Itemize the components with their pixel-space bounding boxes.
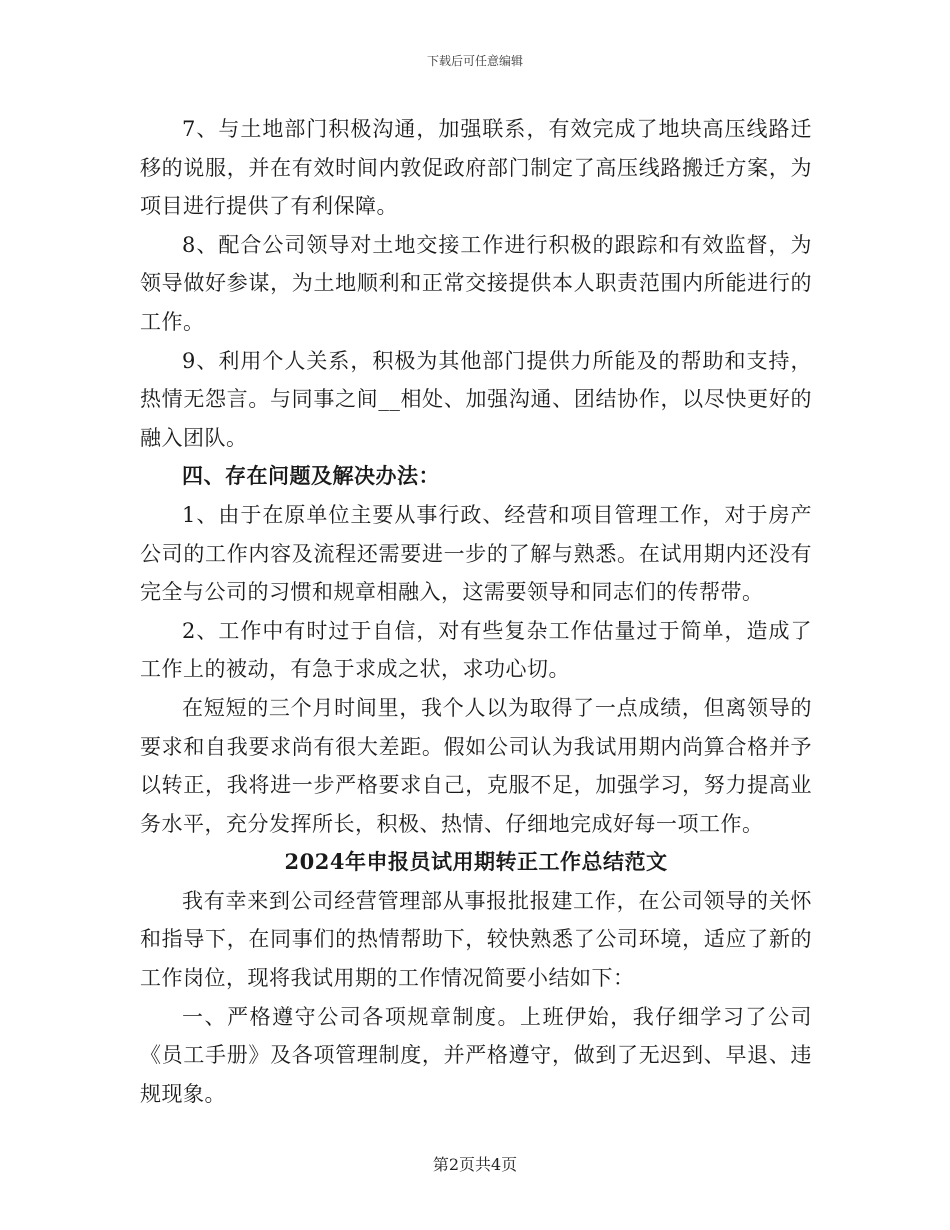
section-heading-problems: 四、存在问题及解决办法：: [182, 463, 440, 489]
paragraph-intro: 我有幸来到公司经营管理部从事报批报建工作，在公司领导的关怀和指导下，在同事们的热情帮助下，较快熟悉了公司环境，适应了新的工作岗位，现将我试用期的工作情况简要小结如下：: [140, 888, 812, 991]
paragraph-conclusion: 在短短的三个月时间里，我个人以为取得了一点成绩，但离领导的要求和自我要求尚有很大差距。假如公司认为我试用期内尚算合格并予以转正，我将进一步严格要求自己，克服不足，加强学习，努力提高业务水平，充分发挥所长，积极、热情、仔细地完成好每一项工作。: [140, 695, 812, 836]
paragraph-rules: 一、严格遵守公司各项规章制度。上班伊始，我仔细学习了公司《员工手册》及各项管理制度，并严格遵守，做到了无迟到、早退、违规现象。: [140, 1004, 812, 1106]
document-body: [140, 110, 812, 1113]
page-header: 下载后可任意编辑: [426, 54, 523, 68]
document-title-2024: 2024年申报员试用期转正工作总结范文: [284, 849, 668, 875]
paragraph-item-9: 9、利用个人关系，积极为其他部门提供力所能及的帮助和支持，热情无怨言。与同事之间__相处、加强沟通、团结协作，以尽快更好的融入团队。: [140, 348, 812, 450]
paragraph-item-8: 8、配合公司领导对土地交接工作进行积极的跟踪和有效监督，为领导做好参谋，为土地顺利和正常交接提供本人职责范围内所能进行的工作。: [140, 232, 812, 334]
paragraph-item-7: 7、与土地部门积极沟通，加强联系，有效完成了地块高压线路迁移的说服，并在有效时间内敦促政府部门制定了高压线路搬迁方案，为项目进行提供了有利保障。: [140, 117, 812, 219]
paragraph-problem-1: 1、由于在原单位主要从事行政、经营和项目管理工作，对于房产公司的工作内容及流程还需要进一步的了解与熟悉。在试用期内还没有完全与公司的习惯和规章相融入，这需要领导和同志们的传帮带。: [140, 502, 812, 605]
page-footer: 第2页共4页: [432, 1155, 518, 1174]
paragraph-problem-2: 2、工作中有时过于自信，对有些复杂工作估量过于简单，造成了工作上的被动，有急于求成之状，求功心切。: [140, 618, 812, 682]
